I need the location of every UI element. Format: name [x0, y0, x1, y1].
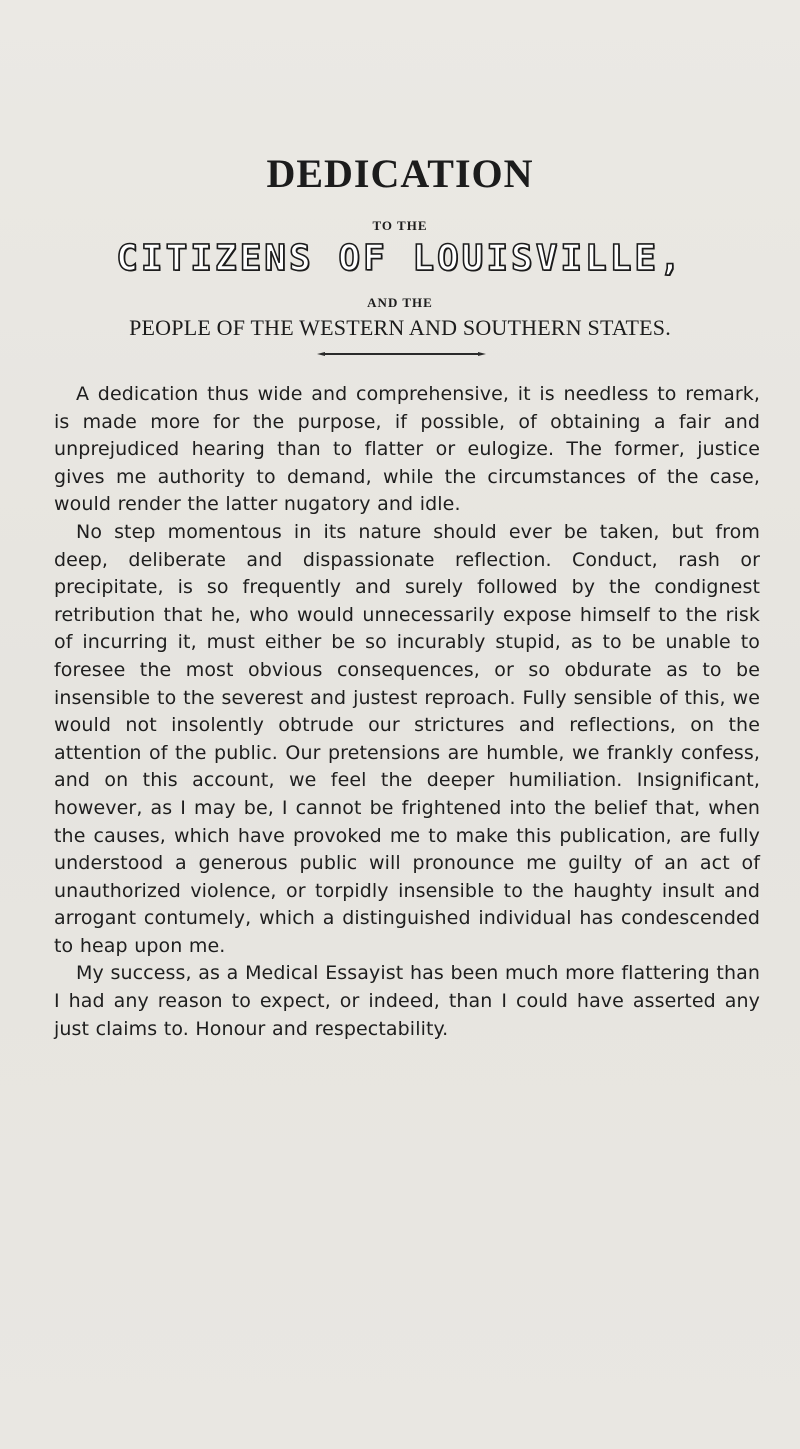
ornamental-rule — [325, 353, 478, 355]
paragraph-1: A dedication thus wide and comprehensive, it is needless to remark, is made more for the purpose, if possible, of obtaining a fair and unprejudiced hearing than to flatter or eulogize. The former, justice gives me authority to demand, while the circumstances of the case, would render the latter nugatory and idle. — [54, 383, 760, 516]
dedication-title: DEDICATION — [266, 151, 534, 196]
paragraph-2: No step momentous in its nature should ever be taken, but from deep, deliberate and dispassionate reflection. Conduct, rash or precipitate, is so frequently and surely followed by the condignest retribution that he, who would unnecessarily expose himself to the risk of incurring it, must either be so incurably stupid, as to be unable to foresee the most obvious consequences, or so obdurate as to be insensible to the severest and justest reproach. Fully sensible of this, we would not insolently obtrude our strictures and reflections, on the attention of the public. Our pretensions are humble, we frankly confess, and on this account, we feel the deeper humiliation. Insignificant, however, as I may be, I cannot be frightened into the belief that, when the causes, which have provoked me to make this publication, are fully understood a generous public will pronounce me guilty of an act of unauthorized violence, or torpidly insensible to the haughty insult and arrogant contumely, which a distinguished individual has condescended to heap upon me. — [54, 520, 760, 957]
people-heading: PEOPLE OF THE WESTERN AND SOUTHERN STATES. — [129, 315, 671, 340]
paragraph-3: My success, as a Medical Essayist has been much more flattering than I had any reason to expect, or indeed, than I could have asserted any just claims to. Honour and respectability. — [54, 962, 760, 1040]
citizens-heading: CITIZENS OF LOUISVILLE, — [116, 238, 684, 279]
to-the-subheading: TO THE — [372, 218, 428, 233]
and-the-subheading: AND THE — [367, 295, 433, 310]
dedication-body — [54, 381, 760, 1043]
